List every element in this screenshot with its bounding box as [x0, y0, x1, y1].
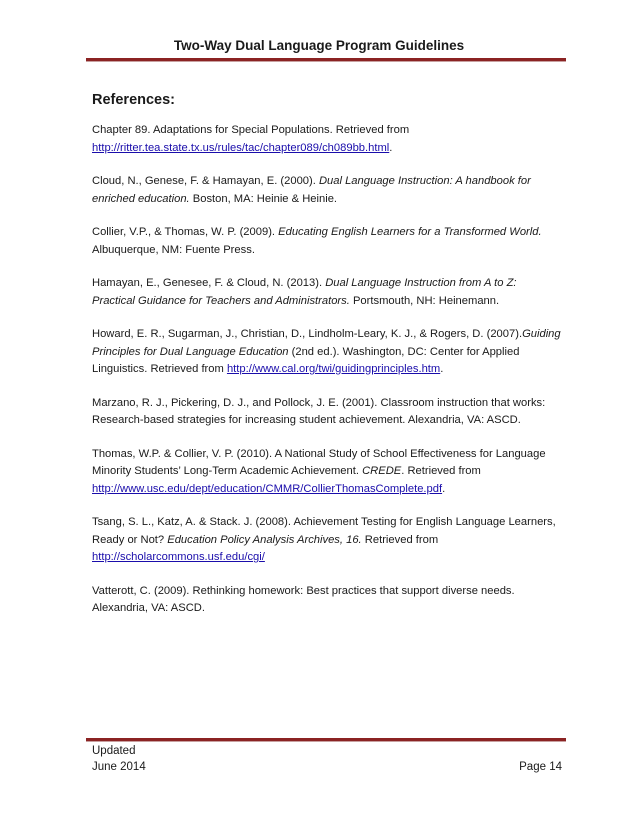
reference-entry — [92, 514, 562, 567]
reference-entry — [92, 275, 562, 310]
reference-entry — [92, 122, 562, 157]
header-divider — [86, 58, 566, 62]
reference-text: Vatterott, C. (2009). Rethinking homework: Best practices that support diverse needs. Alexandria, VA: ASCD. — [92, 584, 515, 614]
reference-text: . — [442, 482, 446, 495]
reference-text: Marzano, R. J., Pickering, D. J., and Pollock, J. E. (2001). Classroom instruction that works: Research-based strategies for increasing student achievement. Alexandria, VA: ASCD. — [92, 396, 546, 426]
reference-link[interactable]: http://scholarcommons.usf.edu/cgi/ — [92, 551, 265, 563]
reference-link[interactable]: http://www.usc.edu/dept/education/CMMR/CollierThomasComplete.pdf — [92, 482, 443, 495]
footer-page-number: Page 14 — [519, 761, 562, 773]
reference-text: Boston, MA: Heinie & Heinie. — [189, 192, 338, 205]
footer-updated-label: Updated — [92, 745, 136, 757]
reference-text: Albuquerque, NM: Fuente Press. — [92, 243, 255, 256]
reference-text: . — [440, 363, 444, 375]
reference-link[interactable]: http://www.cal.org/twi/guidingprinciples.htm — [226, 363, 441, 375]
reference-text: Cloud, N., Genese, F. & Hamayan, E. (2000). — [92, 175, 319, 187]
reference-title: Dual Language Instruction: A handbook for enriched education. — [92, 175, 531, 205]
footer-date: June 2014 — [92, 761, 146, 773]
reference-entry — [92, 224, 562, 259]
reference-text: (2nd ed.). Washington, DC: Center for Applied Linguistics. Retrieved from — [92, 345, 520, 375]
reference-title: Dual Language Instruction from A to Z: Practical Guidance for Teachers and Administrators. — [92, 277, 517, 307]
page-header-title: Two-Way Dual Language Program Guidelines — [173, 38, 465, 53]
footer-updated — [92, 743, 146, 775]
reference-entry — [92, 583, 562, 618]
reference-text: Portsmouth, NH: Heinemann. — [349, 294, 500, 307]
references-section — [92, 92, 562, 634]
reference-link[interactable]: http://ritter.tea.state.tx.us/rules/tac/chapter089/ch089bb.html — [92, 141, 390, 154]
reference-entry — [92, 173, 562, 208]
section-heading: References: — [92, 92, 176, 108]
reference-text: Chapter 89. Adaptations for Special Populations. Retrieved from — [92, 124, 410, 136]
reference-text: Thomas, W.P. & Collier, V. P. (2010). A National Study of School Effectiveness for Language Minority Students’ Long-Term Academic Achievement. — [92, 447, 546, 477]
reference-title: Education Policy Analysis Archives, 16. — [167, 533, 362, 546]
reference-text: Retrieved from — [361, 533, 439, 546]
reference-title: Educating English Learners for a Transformed World. — [278, 226, 542, 238]
references-list — [92, 122, 562, 618]
reference-entry — [92, 395, 562, 430]
reference-text: Collier, V.P., & Thomas, W. P. (2009). — [92, 226, 279, 238]
reference-entry — [92, 446, 562, 499]
footer-divider — [86, 738, 566, 742]
reference-text: . — [389, 141, 393, 154]
reference-text: . Retrieved from — [401, 465, 481, 477]
reference-text: Howard, E. R., Sugarman, J., Christian, D., Lindholm-Leary, K. J., & Rogers, D. (2007). — [92, 328, 523, 340]
reference-title: Guiding Principles for Dual Language Education — [92, 328, 561, 358]
reference-entry — [92, 326, 562, 379]
reference-text: Tsang, S. L., Katz, A. & Stack. J. (2008). Achievement Testing for English Language Learners, Ready or Not? — [92, 516, 556, 546]
reference-title: CREDE — [362, 465, 402, 477]
reference-text: Hamayan, E., Genesee, F. & Cloud, N. (2013). — [92, 277, 326, 289]
